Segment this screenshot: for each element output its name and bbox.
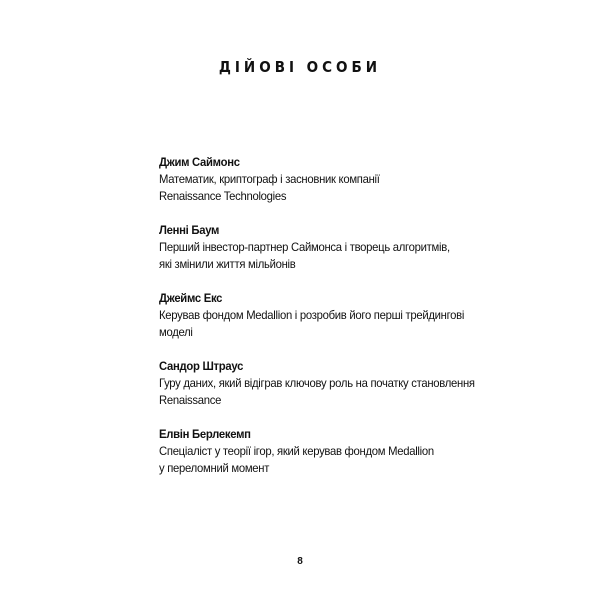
person-description-line: у переломний момент [159,461,270,475]
person-name: Сандор Штраус [159,359,244,373]
page-number: 8 [297,556,303,567]
person-name: Джеймс Екс [159,291,223,305]
person-description-line: Гуру даних, який відіграв ключову роль на початку становлення [159,376,475,390]
person-name: Елвін Берлекемп [159,427,251,441]
person-description-line: моделі [159,325,193,339]
person-description-line: Спеціаліст у теорії ігор, який керував фондом Medallion [159,444,434,458]
person-name: Джим Саймонс [159,155,240,169]
person-description-line: Керував фондом Medallion і розробив його перші трейдингові [159,308,465,322]
person-entry [159,222,459,273]
person-entry [159,358,475,409]
person-entry [159,290,465,341]
persons-list [159,154,475,494]
person-entry [159,426,459,477]
person-description-line: Renaissance Technologies [159,189,287,203]
person-description-line: Перший інвестор-партнер Саймонса і творець алгоритмів, [159,240,450,254]
person-name: Ленні Баум [159,223,220,237]
person-entry [159,154,459,205]
page-title: ДІЙОВІ ОСОБИ [218,58,382,76]
person-description-line: Renaissance [159,393,222,407]
person-description-line: Математик, криптограф і засновник компанії [159,172,380,186]
person-description-line: які змінили життя мільйонів [159,257,296,271]
